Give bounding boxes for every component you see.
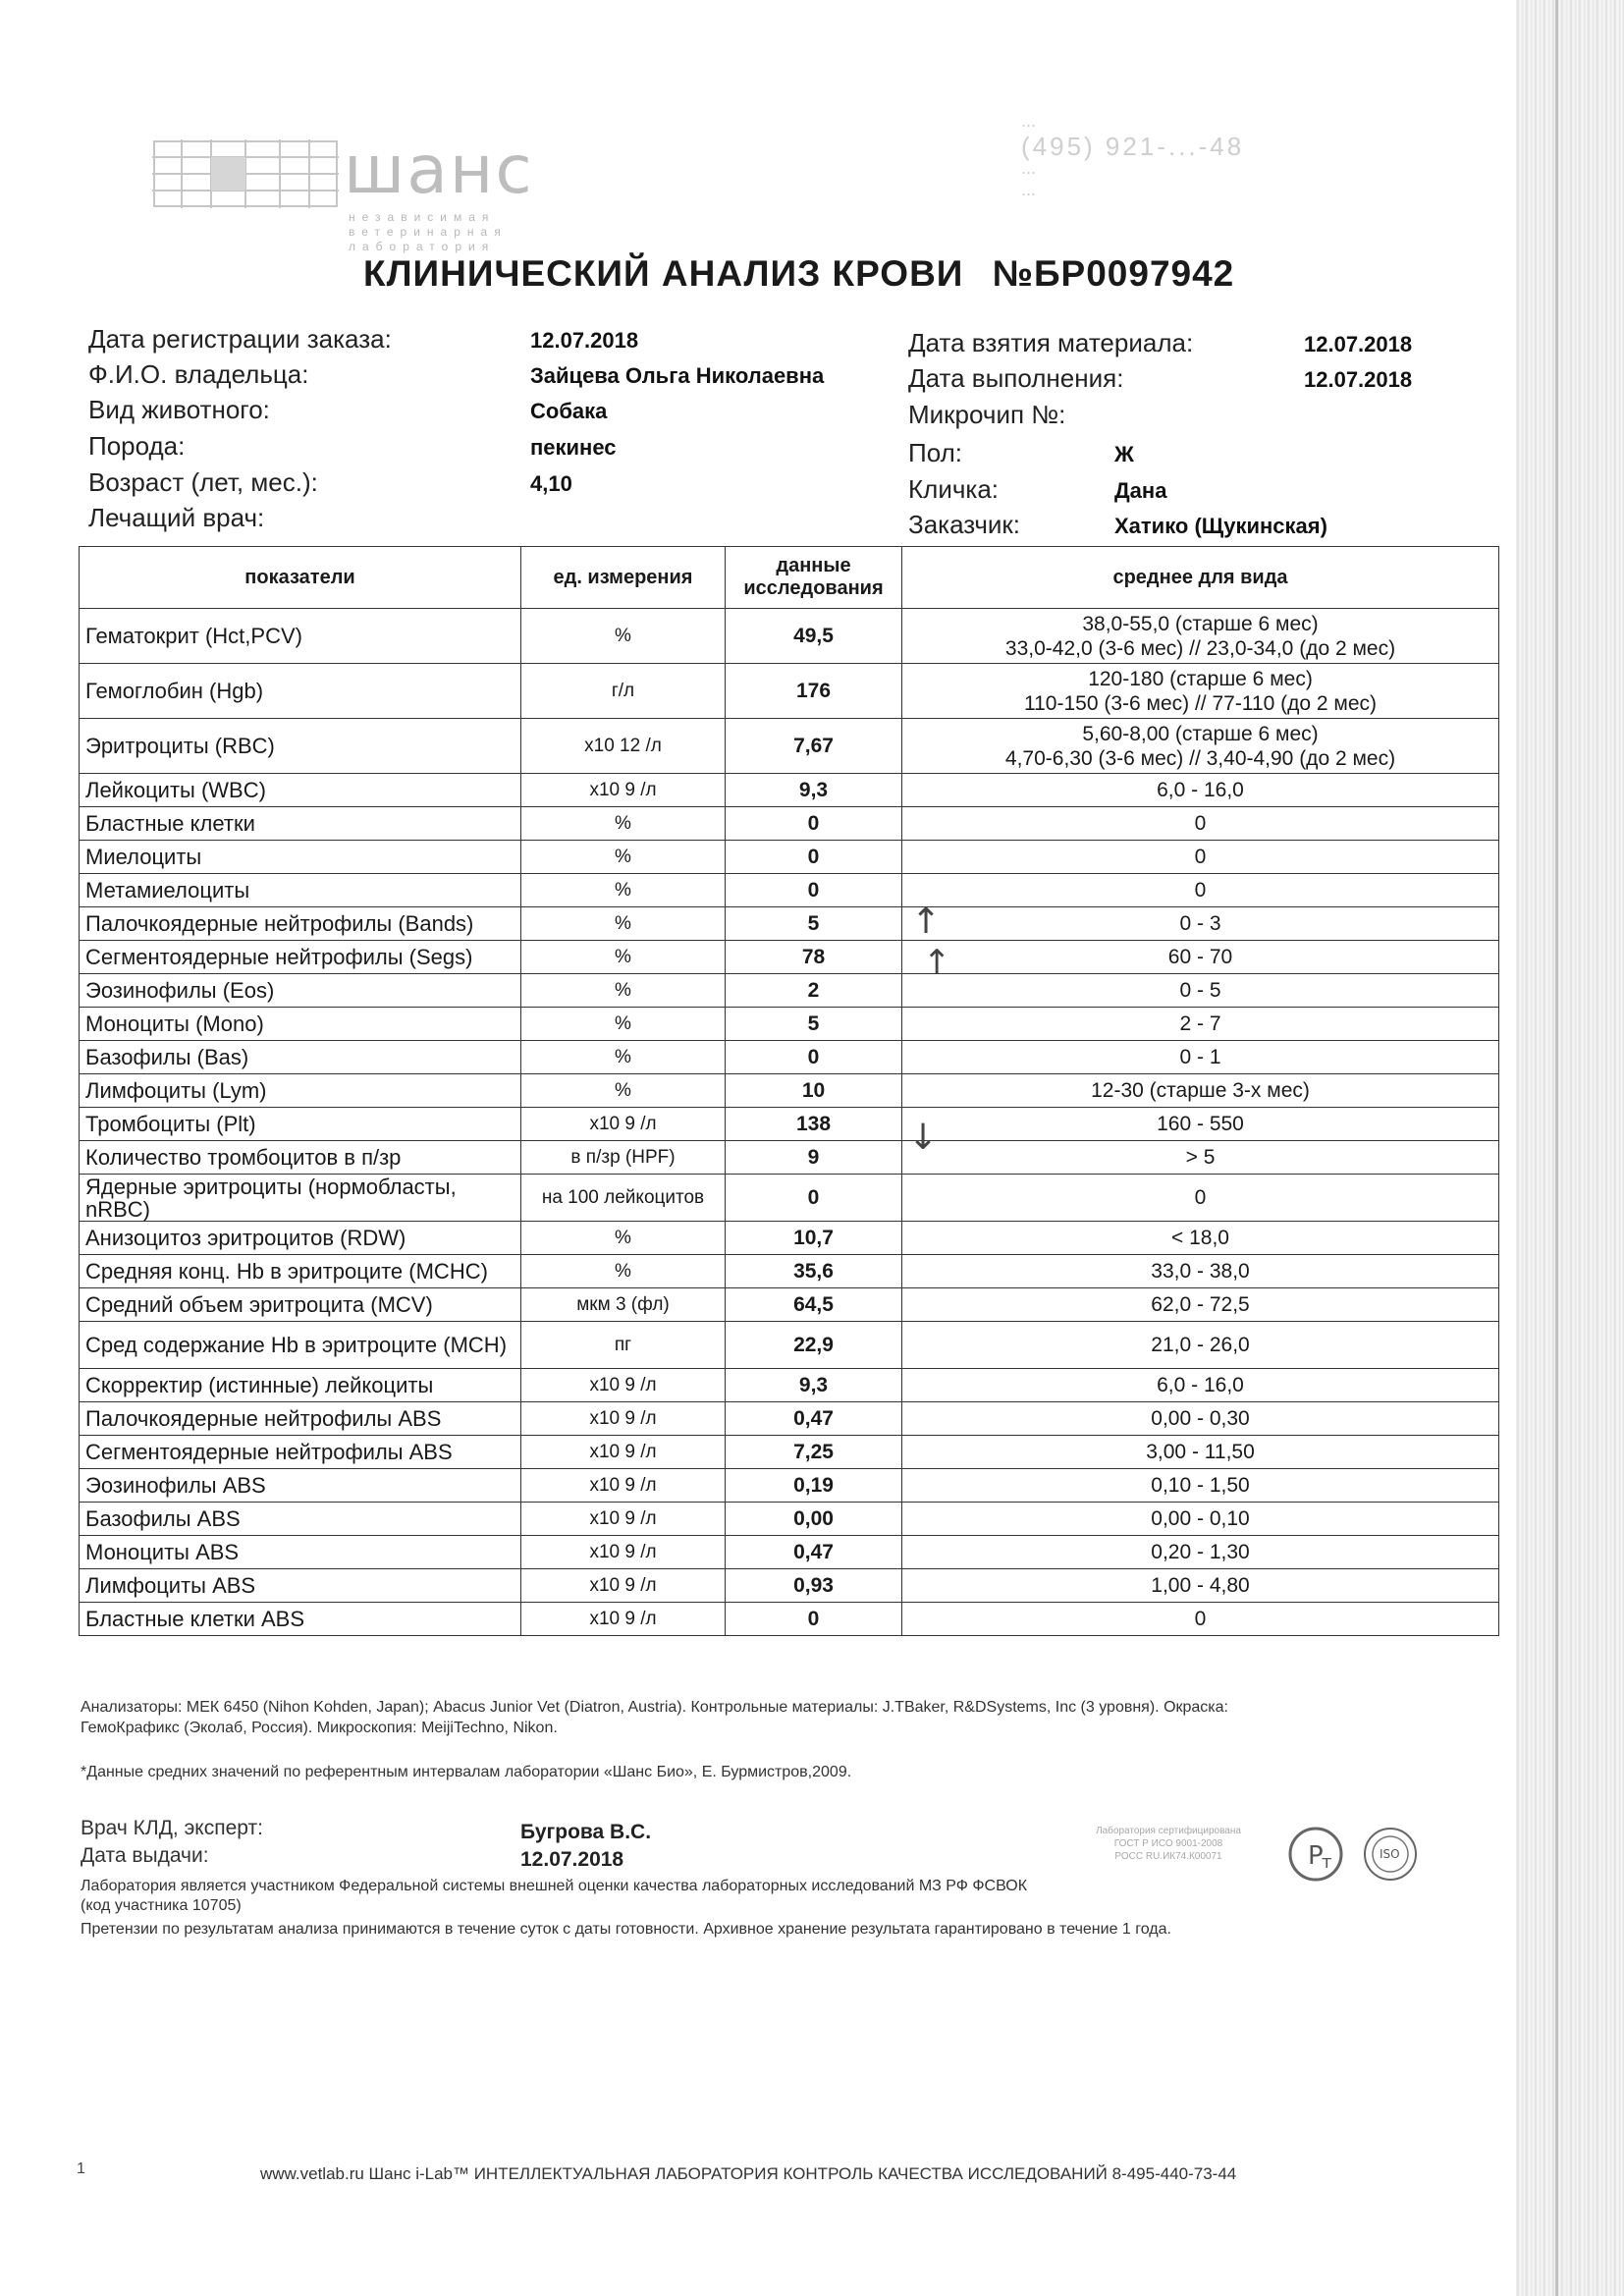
logo-subtitle-3: лаборатория (349, 240, 496, 253)
result-reference (902, 874, 1499, 907)
result-reference (902, 1569, 1499, 1603)
result-value: 0,47 (726, 1402, 902, 1436)
result-reference (902, 1436, 1499, 1469)
result-value: 10,7 (726, 1222, 902, 1255)
cert-line-3: РОСС RU.ИК74.К00071 (1114, 1851, 1222, 1862)
result-unit: x10 9 /л (521, 1469, 726, 1503)
reference-line: 0,00 - 0,30 (1151, 1407, 1250, 1430)
result-reference (902, 1288, 1499, 1322)
reference-line: 33,0-42,0 (3-6 мес) // 23,0-34,0 (до 2 мес) (1004, 636, 1396, 660)
result-row (80, 1536, 1499, 1569)
reference-line: 33,0 - 38,0 (1151, 1260, 1250, 1283)
owner-label: Ф.И.О. владельца: (88, 359, 309, 389)
result-row (80, 1108, 1499, 1141)
age-value: 4,10 (530, 471, 572, 496)
analyzers-note-1: Анализаторы: МЕК 6450 (Nihon Kohden, Japan); Abacus Junior Vet (Diatron, Austria). Контрольные материалы: J.TBaker, R&DSystems, Inc (3 уровня). Окраска: (81, 1699, 1228, 1716)
result-unit: x10 12 /л (521, 719, 726, 774)
result-unit: г/л (521, 664, 726, 719)
result-reference (902, 1141, 1499, 1175)
result-unit: на 100 лейкоцитов (521, 1175, 726, 1222)
result-unit: x10 9 /л (521, 1402, 726, 1436)
result-unit: в п/зр (HPF) (521, 1141, 726, 1175)
reference-line: 0 (1194, 812, 1207, 835)
result-row (80, 1603, 1499, 1636)
result-name: Лимфоциты (Lym) (80, 1074, 521, 1108)
results-header-row (80, 547, 1499, 609)
result-unit: x10 9 /л (521, 1503, 726, 1536)
svg-text:ISO: ISO (1380, 1847, 1400, 1861)
reference-line: 0 (1194, 1186, 1207, 1209)
svg-text:Р: Р (1308, 1841, 1324, 1871)
iso-seal-icon (1361, 1825, 1420, 1884)
result-name: Средняя конц. Hb в эритроците (MCHC) (80, 1255, 521, 1288)
result-row (80, 1008, 1499, 1041)
result-name: Базофилы ABS (80, 1503, 521, 1536)
reg-date-value: 12.07.2018 (530, 328, 639, 353)
result-name: Моноциты (Mono) (80, 1008, 521, 1041)
sex-label: Пол: (908, 438, 962, 467)
microchip-label: Микрочип №: (908, 400, 1066, 429)
cert-line-2: ГОСТ Р ИСО 9001-2008 (1113, 1838, 1223, 1849)
result-row (80, 1436, 1499, 1469)
result-value: 0,47 (726, 1536, 902, 1569)
result-row (80, 1222, 1499, 1255)
result-reference (902, 974, 1499, 1008)
result-unit: % (521, 1074, 726, 1108)
result-value: 0 (726, 841, 902, 874)
header-value-line-1: данные (776, 555, 851, 576)
issue-date-value: 12.07.2018 (520, 1848, 624, 1871)
result-row (80, 1469, 1499, 1503)
reference-line: 6,0 - 16,0 (1157, 779, 1244, 801)
result-reference (902, 1322, 1499, 1369)
result-unit: % (521, 874, 726, 907)
reference-line: 60 - 70 (1167, 946, 1233, 968)
result-unit: % (521, 609, 726, 664)
result-reference (902, 1175, 1499, 1222)
vet-label: Лечащий врач: (88, 503, 265, 532)
result-value: 0,00 (726, 1503, 902, 1536)
document-number: БР0097942 (1033, 253, 1235, 294)
result-name: Палочкоядерные нейтрофилы (Bands) (80, 907, 521, 941)
result-value: 138 (726, 1108, 902, 1141)
result-name: Сегментоядерные нейтрофилы (Segs) (80, 941, 521, 974)
title-text: КЛИНИЧЕСКИЙ АНАЛИЗ КРОВИ (363, 253, 964, 294)
scan-edge-artifact (1516, 0, 1624, 2296)
analyzers-note-2: ГемоКрафикс (Эколаб, Россия). Микроскопия: MeijiTechno, Nikon. (81, 1720, 558, 1736)
reference-line: 160 - 550 (1157, 1113, 1244, 1135)
result-name: Базофилы (Bas) (80, 1041, 521, 1074)
result-reference (902, 1536, 1499, 1569)
results-table (79, 546, 1499, 1636)
result-reference (902, 609, 1499, 664)
result-row (80, 1175, 1499, 1222)
result-value: 7,67 (726, 719, 902, 774)
nickname-value: Дана (1114, 478, 1167, 503)
result-name: Скорректир (истинные) лейкоциты (80, 1369, 521, 1402)
result-name: Эозинофилы ABS (80, 1469, 521, 1503)
result-value: 5 (726, 1008, 902, 1041)
result-row (80, 807, 1499, 841)
result-reference (902, 1469, 1499, 1503)
reg-date-label: Дата регистрации заказа: (88, 324, 392, 354)
result-unit: x10 9 /л (521, 1369, 726, 1402)
result-reference (902, 941, 1499, 974)
result-value: 35,6 (726, 1255, 902, 1288)
contact-block (1021, 110, 1244, 200)
reference-line: 0 - 3 (1179, 912, 1221, 935)
result-reference (902, 807, 1499, 841)
result-reference (902, 907, 1499, 941)
result-row (80, 841, 1499, 874)
result-row (80, 907, 1499, 941)
nickname-label: Кличка: (908, 474, 1000, 504)
certification-text (1051, 1825, 1286, 1863)
result-name: Лейкоциты (WBC) (80, 774, 521, 807)
result-name: Эритроциты (RBC) (80, 719, 521, 774)
logo-subtitle-2: ветеринарная (349, 225, 508, 239)
result-value: 9,3 (726, 774, 902, 807)
result-row (80, 874, 1499, 907)
result-row (80, 609, 1499, 664)
result-value: 0,93 (726, 1569, 902, 1603)
species-value: Собака (530, 399, 608, 423)
customer-value: Хатико (Щукинская) (1114, 514, 1327, 538)
result-value: 10 (726, 1074, 902, 1108)
reference-note: *Данные средних значений по референтным интервалам лаборатории «Шанс Био», Е. Бурмистров,2009. (81, 1764, 852, 1780)
result-unit: x10 9 /л (521, 1569, 726, 1603)
result-row (80, 1322, 1499, 1369)
result-name: Эозинофилы (Eos) (80, 974, 521, 1008)
result-value: 7,25 (726, 1436, 902, 1469)
contact-line-4: ... (1021, 180, 1037, 199)
result-unit: x10 9 /л (521, 774, 726, 807)
results-body (80, 609, 1499, 1636)
result-value: 0 (726, 1041, 902, 1074)
result-row (80, 1041, 1499, 1074)
result-reference (902, 841, 1499, 874)
result-reference (902, 1222, 1499, 1255)
result-value: 64,5 (726, 1288, 902, 1322)
reference-line: 0 (1194, 1608, 1207, 1630)
handwritten-arrow-up-segs: ↑ (923, 943, 951, 982)
reference-line: 21,0 - 26,0 (1151, 1334, 1250, 1356)
result-reference (902, 1008, 1499, 1041)
result-value: 5 (726, 907, 902, 941)
reference-line: 120-180 (старше 6 мес) (1088, 667, 1313, 690)
handwritten-arrow-down-plt: ↓ (908, 1118, 939, 1158)
reference-line: 12-30 (старше 3-х мес) (1091, 1079, 1310, 1102)
result-unit: % (521, 974, 726, 1008)
result-unit: % (521, 1041, 726, 1074)
logo-word: шанс (344, 132, 534, 209)
sample-date-value: 12.07.2018 (1304, 332, 1413, 356)
result-name: Палочкоядерные нейтрофилы ABS (80, 1402, 521, 1436)
reference-line: > 5 (1185, 1146, 1216, 1169)
contact-phone: (495) 921-...-48 (1021, 132, 1245, 161)
result-reference (902, 1369, 1499, 1402)
result-reference (902, 1041, 1499, 1074)
document-title (363, 253, 1247, 295)
reference-line: 0,00 - 0,10 (1151, 1507, 1250, 1530)
result-row (80, 1369, 1499, 1402)
result-value: 2 (726, 974, 902, 1008)
result-unit: % (521, 1222, 726, 1255)
breed-label: Порода: (88, 431, 186, 461)
result-name: Гемоглобин (Hgb) (80, 664, 521, 719)
result-value: 0,19 (726, 1469, 902, 1503)
logo-subtitle-1: независимая (349, 210, 496, 224)
sample-date-label: Дата взятия материала: (908, 328, 1194, 357)
result-unit: мкм 3 (фл) (521, 1288, 726, 1322)
handwritten-arrow-up-bands: ↑ (911, 902, 942, 942)
result-value: 78 (726, 941, 902, 974)
expert-name: Бугрова В.С. (520, 1821, 652, 1843)
result-reference (902, 1074, 1499, 1108)
result-unit: x10 9 /л (521, 1536, 726, 1569)
number-prefix: № (992, 253, 1034, 294)
result-value: 9,3 (726, 1369, 902, 1402)
logo-grid-icon (152, 139, 339, 208)
expert-label: Врач КЛД, эксперт: (81, 1817, 263, 1839)
issue-date-label: Дата выдачи: (81, 1844, 209, 1867)
reference-line: 0 (1194, 879, 1207, 902)
reference-line: 0 (1194, 846, 1207, 868)
result-reference (902, 1108, 1499, 1141)
breed-value: пекинес (530, 435, 617, 460)
header-unit: ед. измерения (521, 547, 726, 609)
result-row (80, 941, 1499, 974)
result-value: 0 (726, 807, 902, 841)
result-row (80, 1288, 1499, 1322)
header-value (726, 547, 902, 609)
owner-value: Зайцева Ольга Николаевна (530, 363, 825, 388)
page-number: 1 (77, 2160, 85, 2177)
result-row (80, 1569, 1499, 1603)
result-unit: x10 9 /л (521, 1108, 726, 1141)
result-reference (902, 664, 1499, 719)
reference-line: 0 - 1 (1179, 1046, 1221, 1068)
reference-line: 3,00 - 11,50 (1146, 1441, 1255, 1463)
result-row (80, 1503, 1499, 1536)
reference-line: 110-150 (3-6 мес) // 77-110 (до 2 мес) (1023, 691, 1378, 715)
reference-line: 5,60-8,00 (старше 6 мес) (1082, 722, 1319, 745)
result-unit: x10 9 /л (521, 1436, 726, 1469)
result-unit: % (521, 907, 726, 941)
result-value: 0 (726, 1603, 902, 1636)
result-unit: % (521, 1008, 726, 1041)
reference-line: < 18,0 (1171, 1227, 1229, 1249)
reference-line: 62,0 - 72,5 (1151, 1293, 1250, 1316)
result-reference (902, 1402, 1499, 1436)
result-row (80, 1255, 1499, 1288)
result-name: Бластные клетки ABS (80, 1603, 521, 1636)
result-reference (902, 774, 1499, 807)
result-row (80, 774, 1499, 807)
participant-code: (код участника 10705) (81, 1897, 242, 1914)
reference-line: 6,0 - 16,0 (1157, 1374, 1244, 1396)
result-name: Гематокрит (Hct,PCV) (80, 609, 521, 664)
result-unit: пг (521, 1322, 726, 1369)
reference-line: 0,10 - 1,50 (1151, 1474, 1250, 1497)
result-row (80, 1141, 1499, 1175)
result-unit: % (521, 1255, 726, 1288)
contact-line-1: ... (1021, 111, 1037, 131)
result-unit: % (521, 941, 726, 974)
result-value: 176 (726, 664, 902, 719)
result-value: 0 (726, 1175, 902, 1222)
result-name: Количество тромбоцитов в п/зр (80, 1141, 521, 1175)
cert-line-1: Лаборатория сертифицирована (1096, 1826, 1241, 1836)
reference-line: 38,0-55,0 (старше 6 мес) (1082, 612, 1319, 635)
customer-label: Заказчик: (908, 510, 1021, 539)
header-reference: среднее для вида (902, 547, 1499, 609)
lab-logo (152, 130, 614, 253)
result-row (80, 1402, 1499, 1436)
reference-line: 1,00 - 4,80 (1151, 1574, 1250, 1597)
result-row (80, 664, 1499, 719)
result-name: Средний объем эритроцита (MCV) (80, 1288, 521, 1322)
result-name: Лимфоциты ABS (80, 1569, 521, 1603)
result-name: Сегментоядерные нейтрофилы ABS (80, 1436, 521, 1469)
reference-line: 2 - 7 (1179, 1012, 1221, 1035)
result-name: Метамиелоциты (80, 874, 521, 907)
result-value: 9 (726, 1141, 902, 1175)
done-date-value: 12.07.2018 (1304, 367, 1413, 392)
result-value: 49,5 (726, 609, 902, 664)
result-unit: x10 9 /л (521, 1603, 726, 1636)
claims-line: Претензии по результатам анализа принимаются в течение суток с даты готовности. Архивное хранение результата гарантировано в течение 1 года. (81, 1921, 1171, 1938)
result-name: Ядерные эритроциты (нормобласты, nRBC) (80, 1175, 521, 1222)
sex-value: Ж (1114, 442, 1134, 466)
contact-line-3: ... (1021, 158, 1037, 178)
result-reference (902, 1603, 1499, 1636)
done-date-label: Дата выполнения: (908, 363, 1124, 393)
result-reference (902, 1255, 1499, 1288)
result-value: 22,9 (726, 1322, 902, 1369)
result-row (80, 1074, 1499, 1108)
svg-text:т: т (1322, 1852, 1332, 1873)
result-name: Моноциты ABS (80, 1536, 521, 1569)
result-row (80, 719, 1499, 774)
result-name: Тромбоциты (Plt) (80, 1108, 521, 1141)
reference-line: 4,70-6,30 (3-6 мес) // 3,40-4,90 (до 2 мес) (1004, 746, 1396, 770)
reference-line: 0,20 - 1,30 (1151, 1541, 1250, 1563)
header-value-line-2: исследования (743, 577, 884, 599)
result-row (80, 974, 1499, 1008)
age-label: Возраст (лет, мес.): (88, 467, 318, 497)
result-name: Миелоциты (80, 841, 521, 874)
species-label: Вид животного: (88, 395, 270, 424)
result-unit: % (521, 807, 726, 841)
result-name: Сред содержание Hb в эритроците (MCH) (80, 1322, 521, 1369)
result-name: Бластные клетки (80, 807, 521, 841)
result-value: 0 (726, 874, 902, 907)
result-reference (902, 719, 1499, 774)
footer-text: www.vetlab.ru Шанс i-Lab™ ИНТЕЛЛЕКТУАЛЬНАЯ ЛАБОРАТОРИЯ КОНТРОЛЬ КАЧЕСТВА ИССЛЕДОВАНИЙ 8-495-440-73-44 (260, 2164, 1237, 2183)
result-name: Анизоцитоз эритроцитов (RDW) (80, 1222, 521, 1255)
fsvok-line: Лаборатория является участником Федеральной системы внешней оценки качества лабораторных исследований МЗ РФ ФСВОК (81, 1878, 1028, 1894)
header-indicator: показатели (80, 547, 521, 609)
rst-mark-icon (1286, 1825, 1345, 1884)
reference-line: 0 - 5 (1179, 979, 1221, 1002)
result-unit: % (521, 841, 726, 874)
result-reference (902, 1503, 1499, 1536)
